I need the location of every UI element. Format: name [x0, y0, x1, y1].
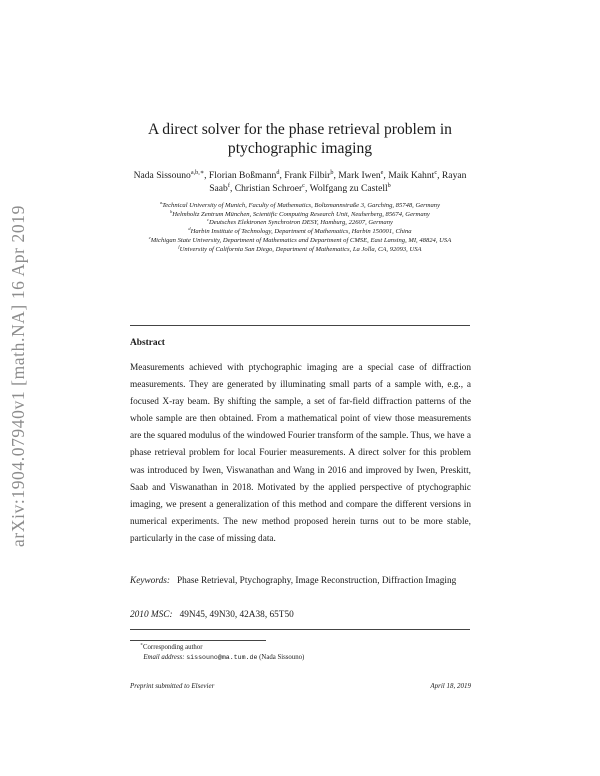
author-affiliation-mark: c: [302, 181, 305, 189]
author-name: Wolfgang zu Castell$^b$: [309, 181, 391, 194]
footnote-corresponding-text: Corresponding author: [143, 644, 203, 651]
author-name: Nada Sissouno$^{a,b,∗}$: [133, 168, 205, 181]
affiliation-text: Michigan State University, Department of Mathematics and Department of CMSE, East Lansing, MI, 48824, USA: [150, 236, 452, 244]
author-list: Nada Sissouno$^{a,b,∗}$, Florian Boßmann$^d$, Frank Filbir$^b$, Mark Iwen$^e$, Maik Kahnt$^c$, Rayan Saab$^f$, Christian Schroer$^c$, Wolfgang zu Castell$^b$: [133, 168, 467, 194]
affiliation-mark: d: [188, 225, 191, 231]
footnote: [140, 643, 304, 662]
msc-codes: 49N45, 49N30, 42A38, 65T50: [179, 610, 294, 620]
affiliation: [133, 243, 467, 255]
email-owner: (Nada Sissouno): [259, 653, 305, 661]
author-affiliation-mark: a,b,∗: [190, 168, 205, 176]
author-affiliation-mark: c: [434, 168, 438, 176]
affiliation-text: Deutsches Elektronen Synchrotron DESY, Hamburg, 22607, Germany: [208, 219, 393, 227]
abstract-body: Measurements achieved with ptychographic imaging are a special case of diffraction measurements. They are generated by illuminating small parts of a sample with, e.g., a focused X-ray beam. By shifting the sample, a set of far-field diffraction patterns of the whole sample are then obtained. From a mathematical point of view those measurements are the squared modulus of the windowed Fourier transform of the sample. Thus, we have a phase retrieval problem for local Fourier measurements. A direct solver for this problem was introduced by Iwen, Viswanathan and Wang in 2016 and improved by Iwen, Preskitt, Saab and Viswanathan in 2018. Motivated by the applied perspective of ptychographic imaging, we present a generalization of this method and compare the different versions in numerical experiments. The new method proposed herein turns out to be more stable, particularly in the case of missing data.: [130, 363, 471, 544]
author-affiliation-mark: b: [387, 181, 391, 189]
author-name: Christian Schroer$^c$: [234, 181, 305, 194]
abstract-bottom-rule: [130, 629, 470, 630]
affiliation-mark: f: [178, 243, 180, 249]
paper-title: A direct solver for the phase retrieval problem in ptychographic imaging: [148, 121, 452, 157]
affiliation-mark: a: [159, 199, 163, 205]
affiliation-text: Harbin Institute of Technology, Department of Mathematics, Harbin 150001, China: [190, 228, 412, 236]
footnote-email: [140, 653, 304, 663]
footnote-corresponding: [140, 643, 304, 653]
author-name: Maik Kahnt$^c$: [388, 168, 438, 181]
affiliation-text: Helmholtz Zentrum München, Scientific Computing Research Unit, Neuherberg, 85674, Germany: [172, 210, 430, 218]
author-name: Mark Iwen$^e$: [338, 168, 384, 181]
email-link[interactable]: sissouno@ma.tum.de: [186, 653, 258, 661]
affiliation: [133, 219, 467, 228]
keywords-label: Keywords:: [130, 576, 170, 586]
keywords-text: Phase Retrieval, Ptychography, Image Reconstruction, Diffraction Imaging: [176, 576, 457, 586]
affiliation-mark: b: [170, 208, 173, 214]
author-name: Florian Boßmann$^d$: [208, 168, 280, 181]
msc-line: [130, 607, 471, 624]
footer-left: Preprint submitted to Elsevier: [130, 682, 215, 690]
author-affiliation-mark: e: [380, 168, 384, 176]
abstract-heading: Abstract: [130, 338, 165, 348]
footer-date: April 18, 2019: [430, 682, 471, 690]
abstract-top-rule: [130, 325, 470, 326]
msc-label: 2010 MSC:: [130, 610, 173, 620]
author-name: Rayan Saab$^f$: [209, 170, 467, 194]
affiliation-text: University of California San Diego, Department of Mathematics, La Jolla, CA, 92093, USA: [179, 245, 422, 253]
affiliation: [133, 225, 467, 237]
author-name: Frank Filbir$^b$: [284, 168, 334, 181]
arxiv-identifier: arXiv:1904.07940v1 [math.NA] 16 Apr 2019: [8, 205, 28, 547]
affiliation-mark: e: [148, 234, 151, 240]
affiliation-list: [133, 199, 467, 254]
author-affiliation-mark: d: [276, 168, 280, 176]
author-affiliation-mark: b: [330, 168, 334, 176]
footnote-mark: ∗: [140, 641, 143, 647]
page-footer: [130, 682, 471, 690]
footnote-rule: [130, 640, 266, 641]
keywords-line: [130, 573, 471, 590]
affiliation: [133, 199, 467, 211]
email-label: Email address:: [143, 653, 185, 661]
affiliation-mark: c: [207, 217, 209, 223]
author-affiliation-mark: f: [227, 181, 230, 189]
affiliation-text: Technical University of Munich, Faculty of Mathematics, Boltzmannstraße 3, Garching, 85748, Germany: [162, 202, 440, 209]
